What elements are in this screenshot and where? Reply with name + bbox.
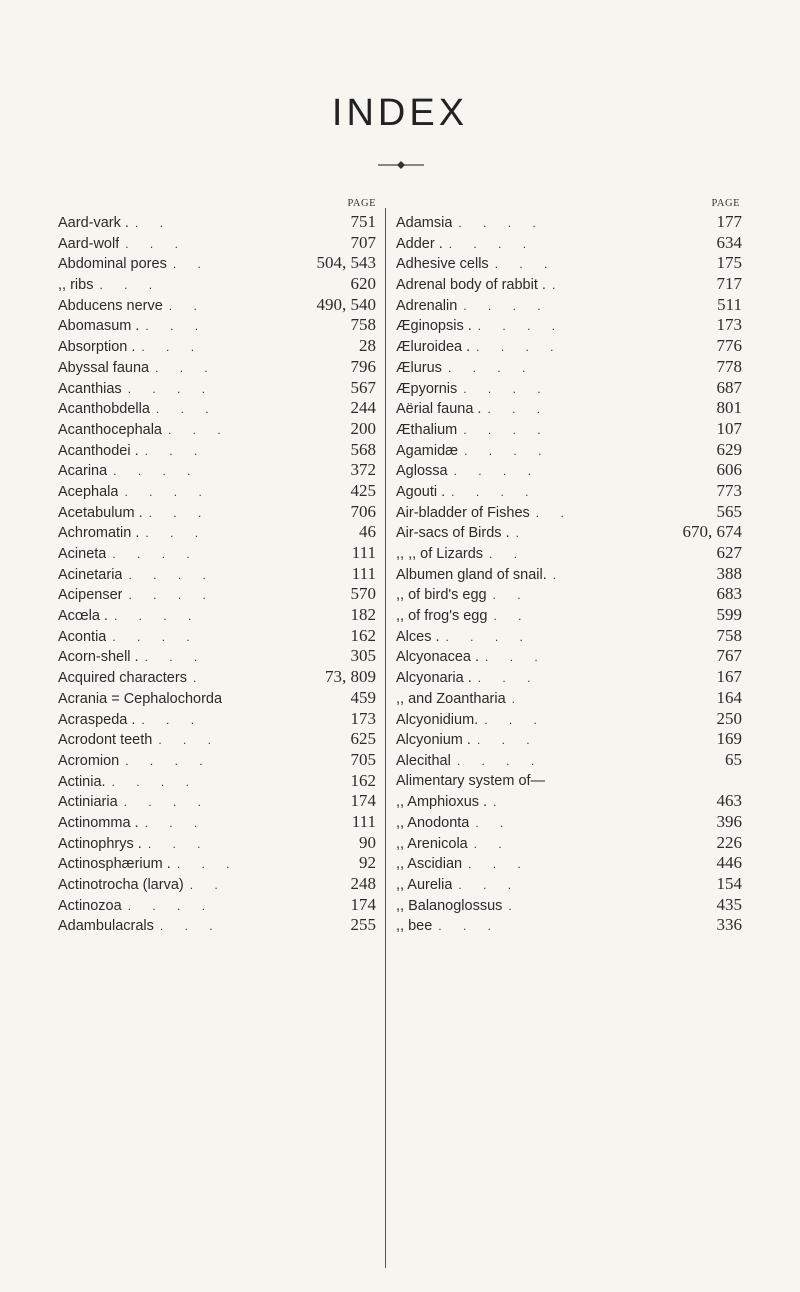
index-term: Albumen gland of snail.	[396, 566, 547, 583]
index-term: Air-sacs of Birds .	[396, 525, 510, 542]
index-entry	[58, 253, 376, 274]
page-number: 248	[350, 874, 376, 893]
index-term: Acraspeda .	[58, 711, 136, 728]
index-term: Achromatin .	[58, 525, 140, 542]
page-number: 625	[350, 729, 376, 749]
leader-dots: . . .	[168, 422, 230, 437]
leader-dots: . .	[189, 878, 227, 892]
leader-dots: . . .	[141, 340, 204, 355]
index-term: Alces .	[396, 628, 440, 645]
leader-dots: . . . .	[476, 340, 563, 355]
page-number: 90	[359, 832, 376, 852]
page-number: 111	[351, 543, 376, 562]
index-entry	[58, 336, 376, 357]
index-entry	[396, 522, 742, 543]
leader-dots: . . . .	[463, 298, 550, 313]
index-entry	[396, 771, 742, 792]
index-entry	[396, 315, 742, 336]
page-number: 751	[350, 212, 376, 231]
index-term: Acquired characters	[58, 670, 187, 687]
page-number: 629	[716, 439, 742, 459]
leader-dots: . . . .	[112, 547, 199, 561]
index-term: Actinomma .	[58, 814, 139, 831]
page-number: 568	[350, 439, 376, 459]
index-term: Abdominal pores	[58, 256, 167, 273]
leader-dots: . . . .	[127, 898, 215, 913]
index-term: Æpyornis	[396, 380, 458, 397]
index-column-right	[396, 196, 742, 936]
leader-dots: .	[192, 671, 206, 686]
leader-dots: . . . .	[445, 629, 532, 644]
leader-dots: . . .	[458, 878, 521, 892]
column-divider	[385, 208, 386, 1268]
index-entry	[58, 295, 376, 316]
index-entry	[396, 233, 742, 254]
index-entry	[396, 543, 742, 564]
leader-dots: . . . .	[111, 774, 198, 789]
index-term: Adder .	[396, 235, 443, 252]
index-entry	[396, 564, 742, 585]
index-entry	[396, 833, 742, 854]
index-term: Alcyonidium.	[396, 711, 479, 728]
leader-dots: . . . .	[127, 381, 215, 396]
index-entry	[58, 564, 376, 585]
index-entry	[396, 812, 742, 833]
index-entry	[58, 667, 376, 688]
index-term: Abducens nerve	[58, 297, 163, 314]
index-term: Acipenser	[58, 587, 123, 604]
index-term: Æginopsis .	[396, 318, 472, 335]
page-number: 167	[716, 667, 742, 687]
leader-dots: . . .	[144, 650, 207, 665]
diamond-rule-ornament	[378, 160, 424, 170]
index-term: Air-bladder of Fishes	[396, 504, 530, 521]
index-entry	[396, 481, 742, 502]
index-term: Alcyonium .	[396, 732, 471, 749]
index-term: ,, Balanoglossus	[396, 897, 503, 914]
index-entry	[396, 357, 742, 378]
index-entry	[396, 274, 742, 295]
leader-dots: .	[552, 567, 566, 582]
index-term: Acanthodei .	[58, 442, 139, 459]
page-number: 336	[716, 915, 742, 935]
index-entry	[58, 895, 376, 916]
leader-dots: . . . .	[463, 422, 550, 437]
index-term: Acanthias	[58, 380, 122, 397]
page-number: 463	[716, 791, 742, 811]
index-term: Adrenal body of rabbit .	[396, 277, 546, 294]
page-number: 705	[350, 749, 376, 769]
index-term: ,, Amphioxus .	[396, 794, 488, 811]
page-number: 570	[350, 584, 376, 604]
index-term: ,, Arenicola	[396, 835, 468, 852]
index-term: Alcyonaria .	[396, 670, 472, 687]
leader-dots: . . .	[476, 733, 539, 748]
page-number: 73, 809	[325, 667, 376, 687]
index-entry	[58, 688, 376, 709]
index-term: Adambulacrals	[58, 918, 154, 935]
index-term: Alecithal	[396, 752, 451, 769]
page-number: 169	[716, 729, 742, 749]
leader-dots: . . .	[468, 857, 530, 872]
index-term: Aard-vark .	[58, 215, 129, 231]
page-number: 435	[716, 894, 742, 914]
page-number: 164	[716, 687, 742, 707]
page-number: 305	[350, 646, 376, 666]
page-number: 459	[350, 687, 376, 707]
index-term: Aërial fauna .	[396, 401, 482, 418]
page-number: 767	[716, 646, 742, 666]
page-number: 182	[350, 605, 376, 625]
page-number: 634	[716, 232, 742, 252]
index-term: Acephala	[58, 483, 119, 500]
leader-dots: . .	[172, 257, 210, 272]
page-number: 707	[350, 232, 376, 252]
leader-dots: . . . .	[128, 567, 215, 582]
index-entry	[58, 771, 376, 792]
page-number: 670, 674	[682, 522, 742, 542]
index-entry	[396, 874, 742, 895]
leader-dots: . . . .	[113, 464, 200, 479]
index-term: ,, Anodonta	[396, 814, 470, 831]
index-entry	[58, 874, 376, 895]
index-entry	[396, 398, 742, 419]
page-number: 65	[725, 749, 742, 769]
index-entry	[396, 212, 742, 233]
page-number: 250	[716, 708, 742, 728]
leader-dots: . . . .	[113, 609, 201, 624]
page-number: 606	[716, 460, 742, 480]
page-number: 627	[716, 543, 742, 562]
leader-dots: . . .	[147, 836, 210, 851]
leader-dots: . . .	[176, 857, 239, 872]
index-term: Acinetaria	[58, 566, 123, 583]
index-term: Abomasum .	[58, 318, 140, 335]
page-column-header: PAGE	[347, 198, 376, 209]
page-number: 687	[716, 377, 742, 397]
index-entry	[58, 915, 376, 936]
index-entry	[396, 584, 742, 605]
index-term: Acanthocephala	[58, 421, 162, 438]
leader-dots: . . .	[125, 236, 187, 251]
leader-dots: . . .	[144, 443, 207, 458]
index-entry	[396, 915, 742, 936]
index-list-left	[58, 212, 376, 936]
index-entry	[396, 750, 742, 771]
leader-dots: . . .	[159, 919, 222, 934]
index-entry	[58, 750, 376, 771]
page-number: 796	[350, 356, 376, 376]
index-term: Alcyonacea .	[396, 649, 480, 666]
page-number: 244	[350, 398, 376, 418]
page-number: 599	[716, 605, 742, 625]
leader-dots: . . .	[438, 919, 500, 934]
index-entry	[58, 357, 376, 378]
index-entry	[58, 315, 376, 336]
index-entry	[58, 853, 376, 874]
index-entry	[58, 626, 376, 647]
leader-dots: . . . .	[464, 443, 551, 458]
page-number: 388	[716, 563, 742, 583]
page-number: 504, 543	[316, 253, 376, 273]
page-number: 173	[716, 315, 742, 335]
leader-dots: . . .	[144, 815, 207, 830]
index-entry	[58, 791, 376, 812]
index-entry	[58, 584, 376, 605]
page-number: 511	[717, 294, 742, 314]
index-entry	[58, 440, 376, 461]
page-number: 162	[350, 770, 376, 790]
index-entry	[396, 378, 742, 399]
index-entry	[58, 481, 376, 502]
leader-dots: . . .	[99, 278, 162, 293]
leader-dots: . . .	[141, 712, 204, 727]
index-entry	[396, 667, 742, 688]
index-entry	[396, 253, 742, 274]
index-term: Acrodont teeth	[58, 732, 153, 749]
page-number: 778	[716, 356, 742, 376]
index-column-left	[58, 196, 376, 936]
page-number: 396	[716, 811, 742, 831]
leader-dots: . . . .	[112, 629, 199, 644]
index-entry	[58, 233, 376, 254]
index-entry	[396, 729, 742, 750]
leader-dots: . . .	[484, 712, 546, 727]
leader-dots: . . . .	[477, 319, 565, 334]
leader-dots: . .	[493, 609, 531, 624]
page-number: 565	[716, 501, 742, 521]
index-entry	[396, 853, 742, 874]
page-number: 446	[716, 853, 742, 873]
index-entry	[396, 295, 742, 316]
index-term: Acarina	[58, 463, 108, 480]
index-entry	[396, 336, 742, 357]
index-entry	[58, 398, 376, 419]
page-number: 92	[359, 853, 376, 873]
index-entry	[396, 709, 742, 730]
index-entry	[396, 605, 742, 626]
page-number: 226	[716, 832, 742, 852]
index-term: Acetabulum .	[58, 504, 143, 521]
page-number: 758	[350, 315, 376, 335]
index-entry	[58, 709, 376, 730]
index-term: ,, Ascidian	[396, 856, 463, 873]
index-term: Acanthobdella	[58, 401, 150, 418]
index-entry	[58, 543, 376, 564]
leader-dots: . .	[489, 547, 527, 561]
page-number: 107	[716, 418, 742, 438]
index-term: Actinosphærium .	[58, 856, 171, 873]
page-number: 717	[716, 274, 742, 294]
index-entry	[58, 646, 376, 667]
index-term: Actinozoa	[58, 897, 122, 914]
leader-dots: . .	[134, 216, 172, 230]
leader-dots: . . . .	[453, 464, 540, 479]
leader-dots: . .	[535, 505, 573, 520]
index-term: Adrenalin	[396, 297, 458, 314]
page-number: 111	[351, 811, 376, 831]
page-number: 174	[350, 894, 376, 914]
index-entry	[58, 522, 376, 543]
index-term: ,, of bird's egg	[396, 587, 487, 604]
index-term: Acrania = Cephalochorda	[58, 690, 223, 707]
index-term: Actinotrocha (larva)	[58, 877, 184, 893]
index-term: Ælurus	[396, 359, 442, 376]
leader-dots: . . .	[158, 733, 220, 748]
index-entry	[396, 626, 742, 647]
page-column-header: PAGE	[711, 198, 740, 209]
leader-dots: . . .	[485, 650, 547, 665]
leader-dots: . . . .	[123, 795, 210, 810]
index-term: Actinophrys .	[58, 835, 142, 852]
index-entry	[58, 833, 376, 854]
index-term: ,, Aurelia	[396, 877, 453, 893]
index-entry	[396, 895, 742, 916]
index-entry	[58, 812, 376, 833]
index-term: Acontia	[58, 628, 107, 645]
index-term: Absorption .	[58, 339, 136, 356]
index-entry	[396, 688, 742, 709]
index-term: Agouti .	[396, 483, 446, 500]
leader-dots: . . .	[148, 505, 211, 520]
index-list-right	[396, 212, 742, 936]
index-term: Aard-wolf	[58, 235, 120, 252]
leader-dots: . . .	[145, 526, 208, 541]
index-entry	[58, 502, 376, 523]
index-term: Alimentary system of—	[396, 772, 546, 789]
page-number: 758	[716, 625, 742, 645]
leader-dots: . . . .	[451, 484, 538, 499]
leader-dots: .	[551, 278, 565, 293]
page-number: 776	[716, 336, 742, 356]
leader-dots: .	[511, 691, 524, 706]
page-number: 175	[716, 253, 742, 273]
leader-dots: . . .	[477, 671, 540, 686]
page-number: 372	[350, 460, 376, 480]
page-number: 683	[716, 584, 742, 604]
page-number: 773	[716, 480, 742, 500]
index-term: Acromion	[58, 752, 120, 769]
page-number: 801	[716, 398, 742, 418]
leader-dots: . . .	[494, 257, 557, 272]
index-term: Actinia.	[58, 773, 106, 790]
index-term: Aglossa	[396, 463, 448, 480]
page-number: 173	[350, 708, 376, 728]
page-number: 162	[350, 625, 376, 645]
index-entry	[396, 440, 742, 461]
page-number: 425	[350, 480, 376, 500]
index-entry	[396, 502, 742, 523]
index-term: ,, of frog's egg	[396, 608, 488, 625]
index-entry	[396, 646, 742, 667]
index-term: ,, ,, of Lizards	[396, 546, 484, 562]
page-number: 620	[350, 274, 376, 294]
page-number: 174	[350, 791, 376, 811]
index-entry	[58, 460, 376, 481]
index-term: ,, bee	[396, 918, 433, 935]
leader-dots: . .	[168, 298, 206, 313]
index-term: Agamidæ	[396, 442, 459, 459]
page-number: 154	[716, 874, 742, 893]
leader-dots: . .	[492, 588, 530, 603]
leader-dots: . . . .	[456, 753, 544, 768]
leader-dots: .	[515, 526, 528, 541]
leader-dots: . .	[475, 815, 513, 830]
page-number: 46	[359, 522, 376, 542]
index-term: Adamsia	[396, 215, 453, 231]
index-entry	[58, 729, 376, 750]
leader-dots: . . .	[155, 402, 218, 417]
index-entry	[58, 605, 376, 626]
index-term: Acineta	[58, 546, 107, 562]
leader-dots: . . . .	[463, 381, 550, 396]
index-term: Actiniaria	[58, 794, 118, 811]
index-entry	[58, 378, 376, 399]
leader-dots: . . .	[155, 360, 217, 375]
index-entry	[58, 274, 376, 295]
leader-dots: . . . .	[447, 360, 535, 375]
page-number: 111	[351, 563, 376, 583]
page-number: 177	[716, 212, 742, 231]
leader-dots: .	[493, 795, 506, 810]
index-entry	[396, 460, 742, 481]
index-term: Adhesive cells	[396, 256, 489, 273]
page-number: 200	[350, 418, 376, 438]
page-number: 706	[350, 501, 376, 521]
index-term: Æthalium	[396, 421, 458, 438]
page-number: 255	[350, 915, 376, 935]
index-entry	[396, 419, 742, 440]
leader-dots: . . . .	[125, 753, 212, 768]
leader-dots: . . . .	[458, 216, 545, 230]
leader-dots: . . .	[145, 319, 208, 334]
page-title: INDEX	[331, 92, 469, 134]
index-term: Acorn-shell .	[58, 649, 139, 666]
page-number: 28	[359, 336, 376, 356]
index-term: ,, ribs	[58, 277, 94, 294]
page-number: 490, 540	[316, 294, 376, 314]
page-number: 567	[350, 377, 376, 397]
leader-dots: . . . .	[128, 588, 215, 603]
index-term: Acœla .	[58, 608, 108, 625]
leader-dots: .	[508, 898, 521, 913]
leader-dots: . .	[473, 836, 511, 851]
index-term: Abyssal fauna	[58, 359, 150, 376]
index-entry	[58, 212, 376, 233]
leader-dots: . . . .	[448, 236, 536, 251]
leader-dots: . . .	[487, 402, 550, 417]
index-entry	[58, 419, 376, 440]
index-term: ,, and Zoantharia	[396, 690, 506, 707]
index-entry	[396, 791, 742, 812]
index-term: Æluroidea .	[396, 339, 471, 356]
leader-dots: . . . .	[124, 484, 211, 499]
